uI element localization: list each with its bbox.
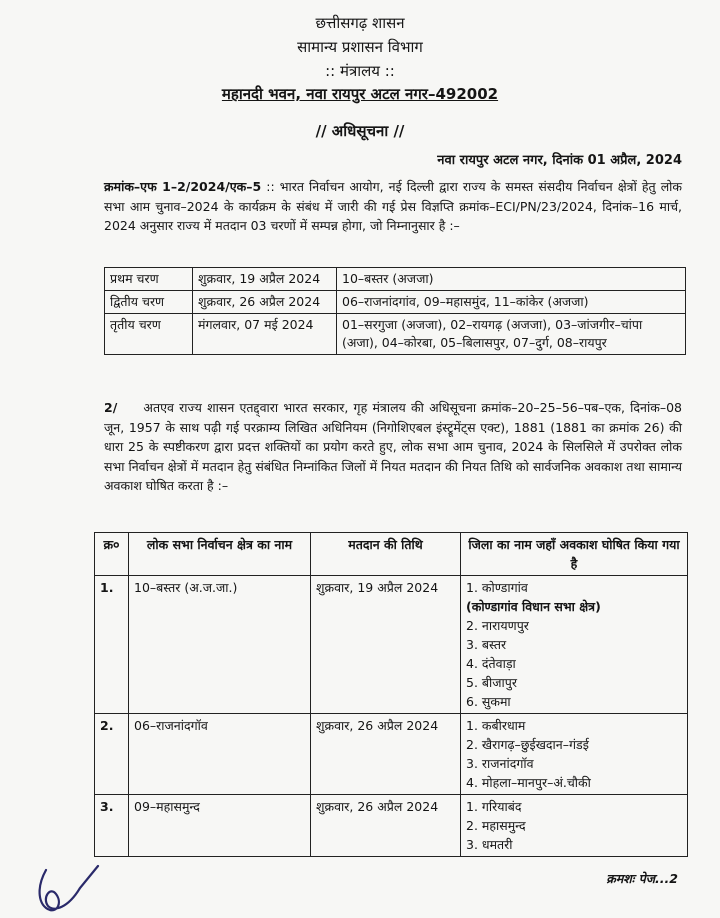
list-item: 6. सुकमा [466,694,511,709]
paragraph-2 [104,398,682,496]
polling-date: शुक्रवार, 19 अप्रैल 2024 [311,576,461,714]
table-header-row [95,533,688,576]
phase-seats: 01–सरगुजा (अजजा), 02–रायगढ़ (अजजा), 03–जांजगीर–चांपा (अजा), 04–कोरबा, 05–बिलासपुर, 07–दुर्ग, 08–रायपुर [337,314,686,355]
list-item: 1. कोण्डागांव [466,580,528,595]
list-item: 1. कबीरधाम [466,718,526,733]
column-header: क्र० [95,533,129,576]
holiday-table [94,532,688,857]
row-number: 1. [95,576,129,714]
list-item: 3. धमतरी [466,837,513,852]
phase-date: मंगलवार, 07 मई 2024 [193,314,337,355]
table-row [105,291,686,314]
list-item: 4. दंतेवाड़ा [466,656,516,671]
district-list [461,795,688,857]
list-item: 3. राजनांदगॉव [466,756,534,771]
header-government: छत्तीसगढ़ शासन [315,14,405,32]
list-item: 2. नारायणपुर [466,618,529,633]
column-header: जिला का नाम जहाँ अवकाश घोषित किया गया है [461,533,688,576]
date-line: नवा रायपुर अटल नगर, दिनांक 01 अप्रैल, 2024 [437,153,682,168]
table-row [95,576,688,714]
header-department: सामान्य प्रशासन विभाग [297,38,423,56]
constituency-name: 09–महासमुन्द [129,795,311,857]
phase-name: प्रथम चरण [105,268,193,291]
row-number: 2. [95,714,129,795]
table-row [95,714,688,795]
phase-seats: 10–बस्तर (अजजा) [337,268,686,291]
list-item: (कोण्डागांव विधान सभा क्षेत्र) [466,599,601,614]
paragraph-2-text: अतएव राज्य शासन एतद्द्वारा भारत सरकार, गृह मंत्रालय की अधिसूचना क्रमांक–20–25–56–पब–एक, दिनांक–08 जून, 1957 के साथ पढ़ी गई परक्राम्य लिखित अधिनियम (निगोशिएबल इंस्ट्रूमेंट्स एक्ट), 1881 (1881 का क्रमांक 26) की धारा 25 के स्पष्टीकरण द्वारा प्रदत्त शक्तियों का प्रयोग करते हुए, लोक सभा आम चुनाव, 2024 के सिलसिले में उपरोक्त लोक सभा निर्वाचन क्षेत्रों में मतदान हेतु संबंधित निम्नांकित जिलों में नियत मतदान की नियत तिथि को सार्वजनिक अवकाश तथा सामान्य अवकाश घोषित करता है :– [104,400,682,493]
notification-title: // अधिसूचना // [315,122,405,140]
column-header: मतदान की तिथि [311,533,461,576]
list-item: 1. गरियाबंद [466,799,522,814]
table-row [105,268,686,291]
district-list [461,576,688,714]
list-item: 2. खैरागढ़–छुईखदान–गंडई [466,737,589,752]
phase-seats: 06–राजनांदगांव, 09–महासमुंद, 11–कांकेर (अजजा) [337,291,686,314]
polling-date: शुक्रवार, 26 अप्रैल 2024 [311,795,461,857]
continued-footer: क्रमशः पेज...2 [606,871,678,886]
phase-date: शुक्रवार, 26 अप्रैल 2024 [193,291,337,314]
header-ministry: :: मंत्रालय :: [325,62,395,80]
constituency-name: 10–बस्तर (अ.ज.जा.) [129,576,311,714]
column-header: लोक सभा निर्वाचन क्षेत्र का नाम [129,533,311,576]
paragraph-1-text: :: भारत निर्वाचन आयोग, नई दिल्ली द्वारा राज्य के समस्त संसदीय निर्वाचन क्षेत्रों हेतु लोक सभा आम चुनाव–2024 के कार्यक्रम के संबंध में जारी की गई प्रेस विज्ञप्ति क्रमांक–ECI/PN/23/2024, दिनांक–16 मार्च, 2024 अनुसार राज्य में मतदान 03 चरणों में सम्पन्न होगा, जो निम्नानुसार है :– [104,179,683,233]
paragraph-1 [104,177,682,236]
header-address: महानदी भवन, नवा रायपुर अटल नगर–492002 [221,85,499,103]
list-item: 3. बस्तर [466,637,507,652]
list-item: 5. बीजापुर [466,675,517,690]
signature-scribble-icon [28,858,118,914]
phase-name: तृतीय चरण [105,314,193,355]
order-number: क्रमांक–एफ 1–2/2024/एक–5 [104,179,262,194]
table-row [95,795,688,857]
paragraph-number: 2/ [104,400,118,415]
polling-date: शुक्रवार, 26 अप्रैल 2024 [311,714,461,795]
district-list [461,714,688,795]
list-item: 2. महासमुन्द [466,818,526,833]
phase-date: शुक्रवार, 19 अप्रैल 2024 [193,268,337,291]
phase-table [104,267,686,355]
constituency-name: 06–राजनांदगॉव [129,714,311,795]
table-row [105,314,686,355]
phase-name: द्वितीय चरण [105,291,193,314]
list-item: 4. मोहला–मानपुर–अं.चौकी [466,775,591,790]
row-number: 3. [95,795,129,857]
